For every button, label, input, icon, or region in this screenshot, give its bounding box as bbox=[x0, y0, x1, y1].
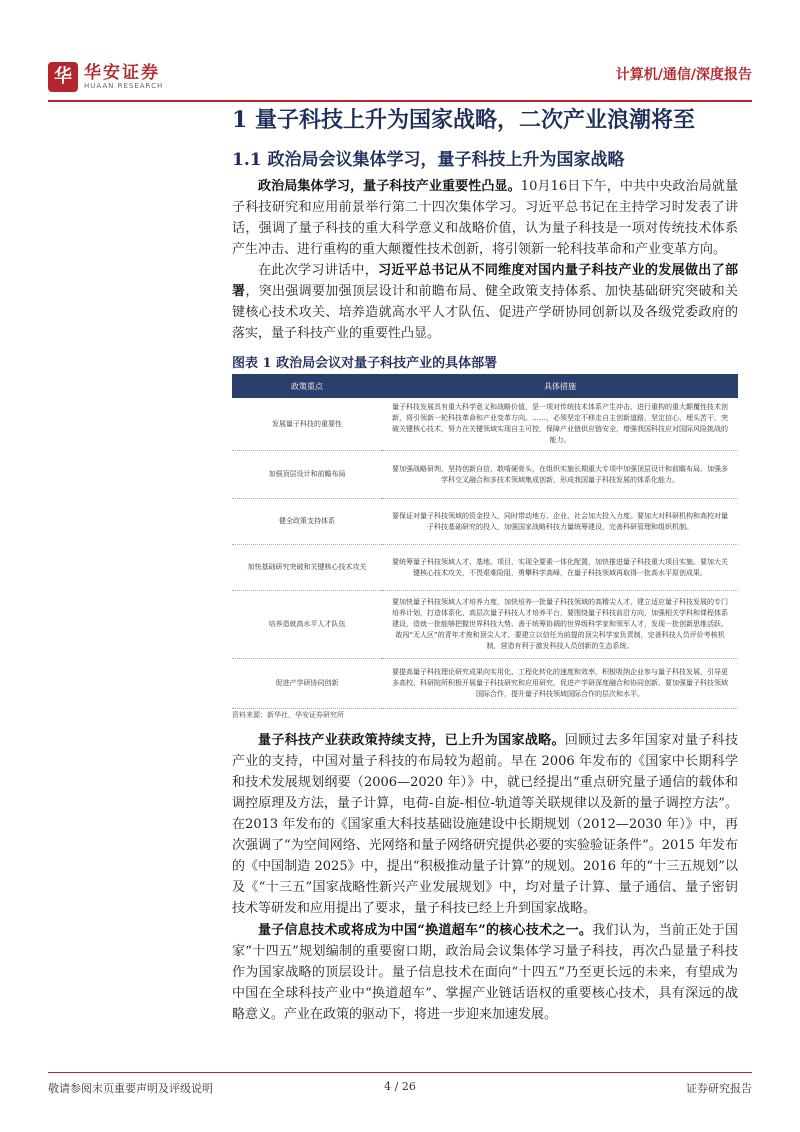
table-row bbox=[232, 451, 738, 499]
table-row-key: 促进产学研协同创新 bbox=[232, 659, 382, 709]
page-number: 4 / 26 bbox=[384, 1080, 416, 1093]
paragraph-3 bbox=[232, 730, 738, 919]
footer-report-type: 证券研究报告 bbox=[686, 1082, 752, 1095]
paragraph-2-pre: 在此次学习讲话中， bbox=[258, 263, 379, 278]
table-row-value: 要加快量子科技领域人才培养力度，加快培养一批量子科技领域的高精尖人才，建立适应量子科技发展的专门培养计划，打造体系化、高层次量子科技人才培养平台，要围绕量子科技前沿方向，加强相关学科和课程体系建设，造就一批能够把握世界科技大势、善于统筹协调的世界级科学家和领军人才，发现一批创新思维活跃、敢闯“无人区”的青年才俊和顶尖人才，要建立以信任为前提的顶尖科学家负责制，完善科技人员评价考核机制，营造有利于激发科技人员创新的生态系统。 bbox=[382, 591, 738, 659]
deployment-table bbox=[232, 374, 738, 709]
table-row-value: 要加强战略研判，坚持创新自信，敢啃硬骨头，在组织实施长期重大专项中加强顶层设计和前瞻布局。加强多学科交叉融合和多技术领域集成创新，形成我国量子科技发展的体系化能力。 bbox=[382, 451, 738, 499]
paragraph-1-body: 10月16日下午，中共中央政治局就量子科技研究和应用前景举行第二十四次集体学习。习近平总书记在主持学习时发表了讲话，强调了量子科技的重大科学意义和战略价值，认为量子科技是一项对传统技术体系产生冲击、进行重构的重大颠覆性技术创新，将引领新一轮科技革命和产业变革方向。 bbox=[232, 179, 738, 257]
table-header-policy: 政策重点 bbox=[232, 374, 382, 398]
table-row-value: 量子科技发展具有重大科学意义和战略价值，是一项对传统技术体系产生冲击、进行重构的重大颠覆性技术创新，将引领新一轮科技革命和产业变革方向。……，必须坚定不移走自主创新道路，坚定信心、埋头苦干，突破关键核心技术，努力在关键领域实现自主可控，保障产业链供应链安全，增强我国科技应对国际风险挑战的能力。 bbox=[382, 398, 738, 451]
table-row-value: 要保证对量子科技领域的资金投入，同时带动地方、企业、社会加大投入力度。要加大对科研机构和高校对量子科技基础研究的投入，加强国家战略科技力量统筹建设，完善科研管理和组织机制。 bbox=[382, 499, 738, 545]
table-row bbox=[232, 659, 738, 709]
logo-chinese-name: 华安证券 bbox=[84, 63, 160, 83]
report-category: 计算机/通信/深度报告 bbox=[615, 67, 752, 83]
table-row-value: 要提高量子科技理论研究成果向实用化、工程化转化的速度和效率，积极吸纳企业参与量子科技发展，引导更多高校、科研院所积极开展量子科技研究和应用研究，促进产学研深度融合和协同创新。要加强量子科技领域国际合作，提升量子科技领域国际合作的层次和水平。 bbox=[382, 659, 738, 709]
table-row-key: 加强顶层设计和前瞻布局 bbox=[232, 451, 382, 499]
logo-seal-icon: 华 bbox=[48, 62, 78, 92]
paragraph-4-lead: 量子信息技术或将成为中国“换道超车”的核心技术之一。 bbox=[258, 923, 593, 938]
paragraph-2-lead: 习近平总书记从不同维度对国内量子科技产业的发展做出了部署 bbox=[232, 263, 738, 299]
table-row-key: 发展量子科技的重要性 bbox=[232, 398, 382, 451]
table-row bbox=[232, 591, 738, 659]
figure-title: 图表 1 政治局会议对量子科技产业的具体部署 bbox=[232, 356, 498, 371]
paragraph-4-body: 我们认为，当前正处于国家“十四五”规划编制的重要窗口期，政治局会议集体学习量子科技，再次凸显量子科技作为国家战略的顶层设计。量子信息技术在面向“十四五”乃至更长远的未来，有望成为中国在全球科技产业中“换道超车”、掌握产业链话语权的重要核心技术，具有深远的战略意义。产业在政策的驱动下，将进一步迎来加速发展。 bbox=[232, 923, 738, 1022]
header-divider bbox=[48, 100, 752, 102]
footer-divider bbox=[48, 1072, 752, 1073]
table-row-value: 要统筹量子科技领域人才、基地、项目，实现全要素一体化配置，加快推进量子科技重大项目实施。要加大关键核心技术攻关，不畏艰难险阻，勇攀科学高峰，在量子科技领域再取得一批高水平原创成果。 bbox=[382, 545, 738, 591]
paragraph-3-lead: 量子科技产业获政策持续支持，已上升为国家战略。 bbox=[258, 733, 565, 748]
page-header bbox=[48, 62, 752, 106]
table-header-row bbox=[232, 374, 738, 398]
table-row-key: 培养造就高水平人才队伍 bbox=[232, 591, 382, 659]
table-row-key: 加快基础研究突破和关键核心技术攻关 bbox=[232, 545, 382, 591]
table-row-key: 健全政策支持体系 bbox=[232, 499, 382, 545]
subsection-heading: 1.1 政治局会议集体学习，量子科技上升为国家战略 bbox=[232, 150, 625, 170]
logo-english-name: HUAAN RESEARCH bbox=[84, 82, 164, 90]
paragraph-1-lead: 政治局集体学习，量子科技产业重要性凸显。 bbox=[258, 179, 521, 194]
table-row bbox=[232, 398, 738, 451]
table-header-measures: 具体措施 bbox=[382, 374, 738, 398]
paragraph-1 bbox=[232, 176, 738, 260]
section-heading: 1 量子科技上升为国家战略，二次产业浪潮将至 bbox=[232, 107, 695, 133]
paragraph-2-body: ，突出强调要加强顶层设计和前瞻布局、健全政策支持体系、加快基础研究突破和关键核心技术攻关、培养造就高水平人才队伍、促进产学研协同创新以及各级党委政府的落实，量子科技产业的重要性凸显。 bbox=[232, 284, 738, 341]
paragraph-2 bbox=[232, 260, 738, 344]
figure-source: 资料来源：新华社，华安证券研究所 bbox=[232, 711, 344, 719]
company-logo bbox=[48, 62, 163, 92]
table-row bbox=[232, 545, 738, 591]
paragraph-3-body: 回顾过去多年国家对量子科技产业的支持，中国对量子科技的布局较为超前。早在 2006 年发布的《国家中长期科学和技术发展规划纲要（2006—2020 年）》中，就已经提出“重点研究量子通信的载体和调控原理及方法，量子计算，电荷-自旋-相位-轨道等关联规律以及新的量子调控方法”。在2013 年发布的《国家重大科技基础设施建设中长期规划（2012—2030 年）》中，再次强调了“为空间网络、光网络和量子网络研究提供必要的实验验证条件”。2015 年发布的《中国制造 2025》中，提出“积极推动量子计算”的规划。2016 年的“十三五规划”以及《“十三五”国家战略性新兴产业发展规划》中，均对量子计算、量子通信、量子密钥技术等研发和应用提出了要求，量子科技已经上升到国家战略。 bbox=[232, 733, 738, 916]
paragraph-4 bbox=[232, 920, 738, 1025]
footer-disclaimer: 敬请参阅末页重要声明及评级说明 bbox=[48, 1082, 213, 1095]
table-row bbox=[232, 499, 738, 545]
